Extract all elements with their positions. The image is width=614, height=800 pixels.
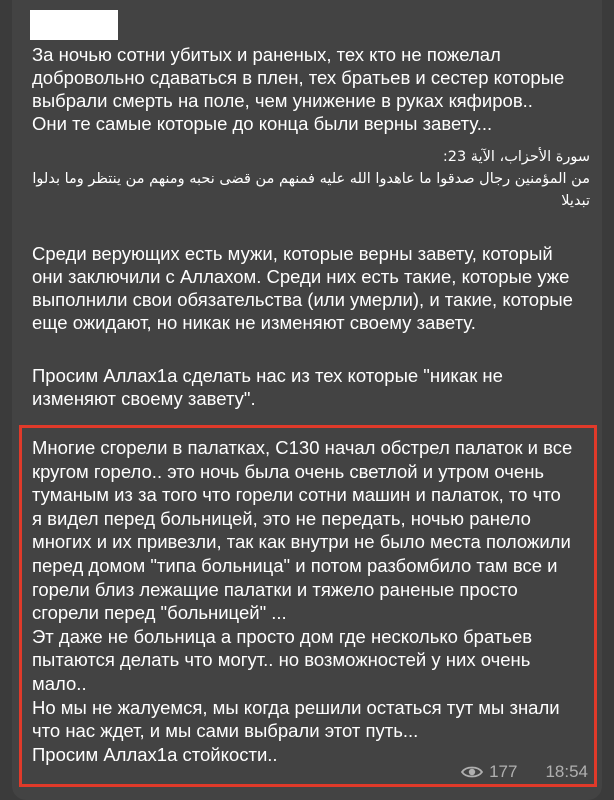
- message-paragraph-4: [32, 436, 572, 766]
- text-line: выполнили свои обязательства (или умерли), и такие, которые: [32, 289, 573, 310]
- text-line: Просим Аллах1а сделать нас из тех которые "никак не: [32, 365, 503, 386]
- text-line: кругом горело.. это ночь была очень светлой и утром очень: [32, 460, 545, 482]
- text-line: сгорели перед "больницей" ...: [32, 602, 287, 624]
- text-line: они заключили с Аллахом. Среди них есть такие, которые уже: [32, 266, 570, 287]
- text-line: Среди верующих есть мужи, которые верны завету, который: [32, 243, 553, 264]
- text-line: добровольно сдаваться в плен, тех братьев и сестер которые: [32, 67, 565, 88]
- text-line: мало..: [32, 672, 87, 694]
- text-line: Многие сгорели в палатках, С130 начал обстрел палаток и все: [32, 437, 573, 458]
- text-line: Но мы не жалуемся, мы когда решили остаться тут мы знали: [32, 696, 560, 718]
- text-line: За ночью сотни убитых и раненых, тех кто не пожелал: [32, 44, 501, 65]
- text-line: Просим Аллах1а стойкости..: [32, 743, 278, 765]
- text-line: перед домом "типа больница" и потом разбомбило там все и: [32, 554, 558, 576]
- redacted-sender-name: [30, 10, 118, 40]
- text-line: Эт даже не больница а просто дом где несколько братьев: [32, 625, 533, 647]
- text-line: многих и их привезли, так как внутри не было места положили: [32, 531, 571, 553]
- message-paragraph-1: [32, 43, 564, 135]
- message-time: 18:54: [545, 762, 588, 781]
- arabic-quote: [32, 146, 590, 212]
- arabic-line: سورة الأحزاب، الآية 23:: [442, 149, 590, 165]
- message-paragraph-3: [32, 364, 503, 410]
- text-line: выбрали смерть на поле, чем унижение в руках кяфиров..: [32, 90, 533, 111]
- text-line: изменяют своему завету".: [32, 388, 256, 409]
- eye-icon: [461, 765, 483, 779]
- text-line: еще ожидают, но никак не изменяют своему завету.: [32, 312, 476, 333]
- arabic-line: تبديلا: [561, 193, 590, 209]
- text-line: что нас ждет, и мы сами выбрали этот путь...: [32, 720, 419, 742]
- text-line: горели близ лежащие палатки и тяжело раненые просто: [32, 578, 518, 600]
- text-line: пытаются делать что могут.. но возможностей у них очень: [32, 649, 531, 671]
- text-line: я видел перед больницей, это не передать, ночью ранело: [32, 507, 531, 529]
- arabic-line: من المؤمنين رجال صدقوا ما عاهدوا الله عليه فمنهم من قضى نحبه ومنهم من ينتظر وما بدلوا: [32, 171, 590, 187]
- text-line: Они те самые которые до конца были верны завету...: [32, 113, 493, 134]
- message-meta: [461, 762, 588, 782]
- message-paragraph-2: [32, 242, 573, 334]
- view-count: 177: [489, 762, 518, 781]
- text-line: туманым из за того что горели сотни машин и палаток, то что: [32, 484, 561, 506]
